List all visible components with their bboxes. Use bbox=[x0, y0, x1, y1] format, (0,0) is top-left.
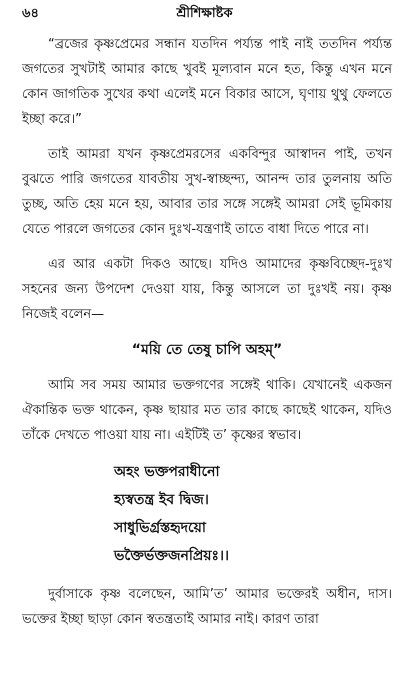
running-title: শ্রীশিক্ষাষ্টক bbox=[176, 6, 233, 21]
verse-line: সাধুভির্গ্রস্তহৃদয়ো bbox=[114, 520, 206, 536]
page-header bbox=[22, 4, 387, 22]
paragraph-4: আমি সব সময় আমার ভক্তগণের সঙ্গেই থাকি। যেখানেই একজন ঐকান্তিক ভক্ত থাকেন, কৃষ্ণ ছায়ার মত তার কাছে কাছেই থাকেন, যদিও তাঁকে দেখতে পাওয়া যায় না। এইটিই ত’ কৃষ্ণের স্বভাব। bbox=[22, 378, 392, 443]
paragraph-1: “ব্রজের কৃষ্ণপ্রেমের সন্ধান যতদিন পর্য্যন্ত পাই নাই ততদিন পর্য্যন্ত জগতের সুখটাই আমার কাছে খুবই মূল্যবান মনে হত, কিন্তু এখন মনে কোন জাগতিক সুখের কথা এলেই মনে বিকার আসে, ঘৃণায় থুথু ফেলতে ইচ্ছা করে।” bbox=[22, 37, 392, 127]
verse-line: অহং ভক্তপরাধীনো bbox=[114, 464, 220, 480]
page-body bbox=[22, 32, 392, 642]
verse-line: ভক্তৈর্ভক্তজনপ্রিয়ঃ।। bbox=[114, 548, 230, 564]
paragraph-3: এর আর একটা দিকও আছে। যদিও আমাদের কৃষ্ণবিচ্ছেদ-দুঃখ সহনের জন্য উপদেশ দেওয়া যায়, কিন্তু আসলে তা দুঃখই নয়। কৃষ্ণ নিজেই বলেন— bbox=[22, 257, 392, 322]
page-number: ৬৪ bbox=[22, 6, 39, 21]
verse-line: হ্যস্বতন্ত্র ইব দ্বিজ। bbox=[114, 492, 209, 508]
paragraph-2: তাই আমরা যখন কৃষ্ণপ্রেমরসের একবিন্দুর আস্বাদন পাই, তখন বুঝতে পারি জগতের যাবতীয় সুখ-স্বাচ্ছন্দ্য, আনন্দ তার তুলনায় অতি তুচ্ছ, অতি হেয় মনে হয়, আবার তার সঙ্গে সঙ্গেই আমরা সেই ভূমিকায় যেতে পারলে জগতের কোন দুঃখ-যন্ত্রণাই তাতে বাধা দিতে পারে না। bbox=[22, 147, 392, 237]
paragraph-5: দুর্বাসাকে কৃষ্ণ বলেছেন, আমি’ত’ আমার ভক্তেরই অধীন, দাস। ভক্তের ইচ্ছা ছাড়া কোন স্বতন্ত্রতাই আমার নাই। কারণ তারা bbox=[22, 587, 392, 627]
sanskrit-verse bbox=[114, 458, 392, 570]
sanskrit-quote: “ময়ি তে তেষু চাপি অহম্” bbox=[131, 342, 283, 358]
